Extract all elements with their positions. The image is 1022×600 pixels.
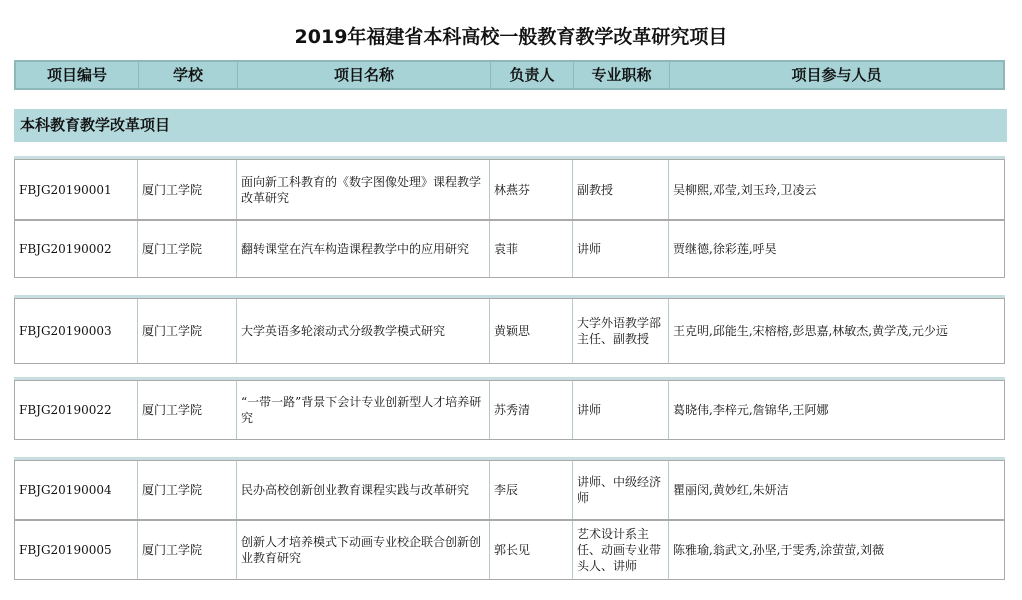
cell-project-id: FBJG20190001 <box>15 160 138 219</box>
table-row <box>14 159 1005 220</box>
table-row <box>14 380 1005 440</box>
table-header <box>14 60 1005 90</box>
cell-project-name: 民办高校创新创业教育课程实践与改革研究 <box>237 461 490 519</box>
cell-project-name: 面向新工科教育的《数字图像处理》课程教学改革研究 <box>237 160 490 219</box>
cell-members: 陈雅瑜,翁武文,孙坚,于雯秀,涂萤萤,刘薇 <box>673 543 885 557</box>
cell-school: 厦门工学院 <box>138 221 237 277</box>
cell-school: 厦门工学院 <box>138 461 237 519</box>
cell-members: 王克明,邱能生,宋榕榕,彭思嘉,林敏杰,黄学茂,元少远 <box>673 324 948 338</box>
table-row <box>14 298 1005 364</box>
header-school: 学校 <box>139 62 238 88</box>
cell-professional-title: 艺术设计系主任、动画专业带头人、讲师 <box>573 521 669 579</box>
cell-leader: 李辰 <box>490 461 573 519</box>
table-row <box>14 220 1005 278</box>
cell-project-id: FBJG20190003 <box>15 299 138 363</box>
cell-professional-title: 大学外语教学部主任、副教授 <box>573 299 669 363</box>
cell-professional-title: 讲师 <box>573 381 669 439</box>
table-row <box>14 520 1005 580</box>
cell-leader: 袁菲 <box>490 221 573 277</box>
table-row <box>14 460 1005 520</box>
document-title: 2019年福建省本科高校一般教育教学改革研究项目 <box>294 26 728 48</box>
cell-project-id: FBJG20190004 <box>15 461 138 519</box>
cell-project-id: FBJG20190005 <box>15 521 138 579</box>
cell-project-name: “一带一路”背景下会计专业创新型人才培养研究 <box>237 381 490 439</box>
cell-project-id: FBJG20190002 <box>15 221 138 277</box>
cell-members: 瞿丽闵,黄妙红,朱妍洁 <box>673 483 789 497</box>
cell-members: 葛晓伟,李梓元,詹锦华,王阿娜 <box>673 403 829 417</box>
cell-members: 吴柳熙,邓莹,刘玉玲,卫凌云 <box>673 182 817 197</box>
cell-school: 厦门工学院 <box>138 160 237 219</box>
cell-school: 厦门工学院 <box>138 299 237 363</box>
header-leader: 负责人 <box>491 62 574 88</box>
cell-project-name: 翻转课堂在汽车构造课程教学中的应用研究 <box>237 221 490 277</box>
header-professional-title: 专业职称 <box>574 62 670 88</box>
cell-leader: 苏秀清 <box>490 381 573 439</box>
cell-professional-title: 讲师 <box>573 221 669 277</box>
cell-school: 厦门工学院 <box>138 521 237 579</box>
cell-members: 贾继德,徐彩莲,呼昊 <box>673 242 777 256</box>
cell-project-id: FBJG20190022 <box>15 381 138 439</box>
header-project-name: 项目名称 <box>238 62 491 88</box>
cell-school: 厦门工学院 <box>138 381 237 439</box>
cell-project-name: 创新人才培养模式下动画专业校企联合创新创业教育研究 <box>237 521 490 579</box>
cell-project-name: 大学英语多轮滚动式分级教学模式研究 <box>237 299 490 363</box>
cell-leader: 郭长见 <box>490 521 573 579</box>
section-title: 本科教育教学改革项目 <box>14 109 1007 142</box>
cell-leader: 黄颖思 <box>490 299 573 363</box>
header-project-id: 项目编号 <box>16 62 139 88</box>
header-members: 项目参与人员 <box>791 66 882 84</box>
cell-professional-title: 讲师、中级经济师 <box>573 461 669 519</box>
cell-professional-title: 副教授 <box>573 160 669 219</box>
cell-leader: 林燕芬 <box>490 160 573 219</box>
